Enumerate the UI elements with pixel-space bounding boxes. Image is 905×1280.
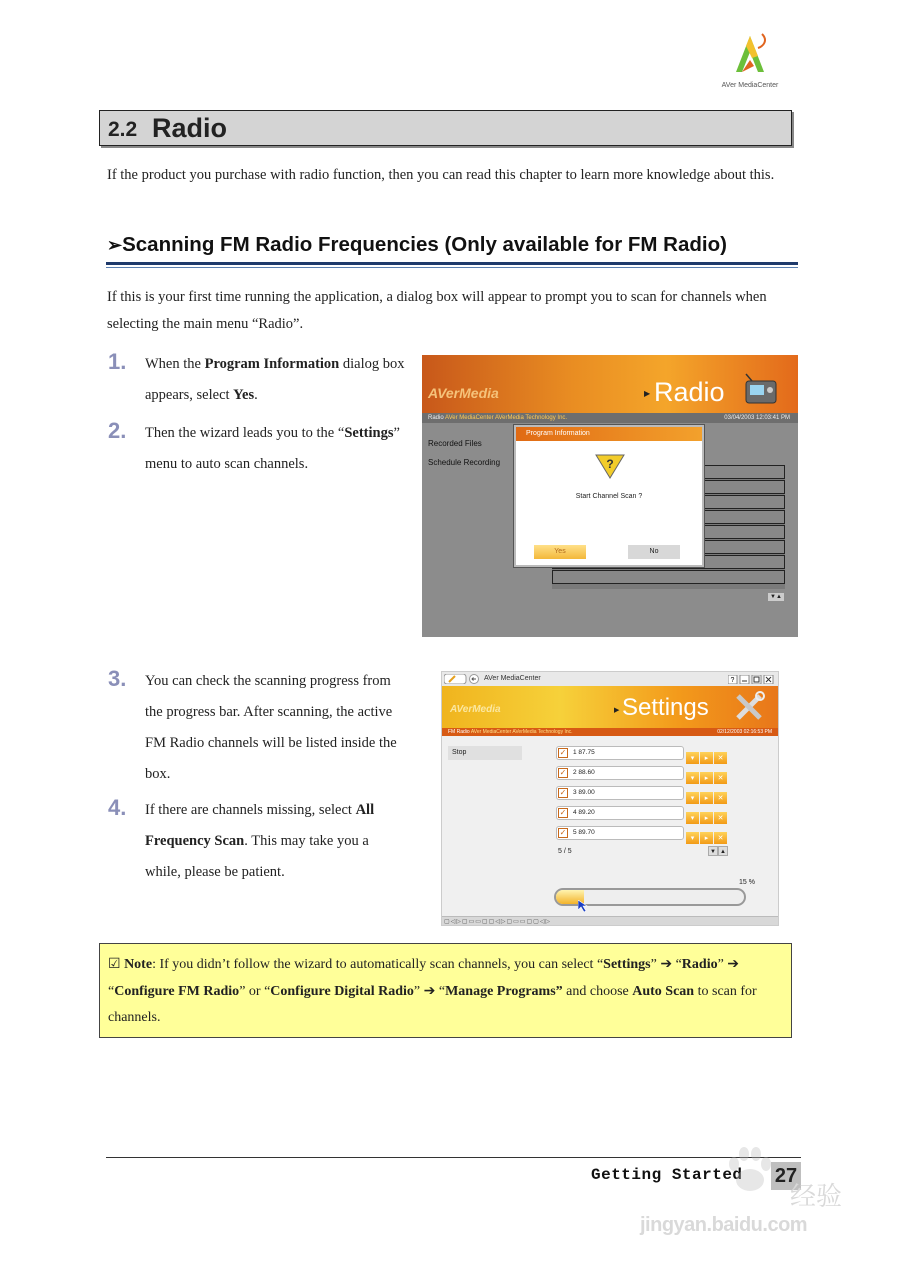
note-bold: Configure Digital Radio: [270, 983, 414, 999]
nav-buttons-icon: [444, 674, 480, 684]
heading-rule: [106, 262, 798, 265]
channel-row[interactable]: [556, 826, 684, 840]
logo-text: AVer MediaCenter: [721, 82, 779, 89]
channel-label: 3 89.00: [573, 789, 595, 796]
subsection-heading: [107, 233, 727, 257]
note-part: to scan for channels.: [108, 983, 757, 1025]
step-text-part: ” menu to auto scan channels.: [145, 425, 400, 472]
settings-screenshot: [441, 671, 779, 926]
title-arrow-icon: ▶: [614, 706, 620, 714]
step-text: [145, 349, 405, 411]
svg-text:?: ?: [730, 677, 735, 684]
step-text-bold: Program Information: [204, 356, 340, 372]
step-text-part: If there are channels missing, select: [145, 802, 356, 818]
status-bar: [442, 728, 779, 736]
heading-rule-thin: [106, 267, 798, 268]
note-bold: Auto Scan: [632, 983, 695, 999]
title-arrow-icon: ▶: [644, 389, 651, 398]
channel-row[interactable]: [556, 766, 684, 780]
window-controls-icon[interactable]: [728, 675, 778, 684]
status-date: 03/04/2003 12:03:41 PM: [724, 415, 790, 421]
subsection-title: Scanning FM Radio Frequencies (Only available for FM Radio): [122, 233, 727, 256]
dialog-message: Start Channel Scan ?: [575, 493, 643, 500]
section-title: Radio: [152, 113, 228, 143]
step-text-bold: All Frequency Scan: [145, 802, 375, 849]
status-section: Radio: [428, 415, 444, 421]
program-information-dialog: [514, 425, 704, 567]
step-text-part: dialog box appears, select: [145, 356, 405, 403]
tools-icon: [732, 690, 766, 724]
svg-text:?: ?: [606, 457, 614, 471]
logo-mark-icon: [712, 32, 788, 82]
channel-controls[interactable]: ▾ ▸ ✕: [686, 807, 730, 819]
note-box: [99, 943, 792, 1038]
note-bold: Settings: [603, 957, 651, 972]
section-header: [99, 110, 792, 146]
step-text-part: When the: [145, 356, 205, 372]
footer-chapter: Getting Started: [591, 1166, 743, 1184]
channel-label: 2 88.60: [573, 769, 595, 776]
mouse-cursor-icon: [578, 900, 588, 912]
step-number: 2.: [108, 418, 127, 443]
scroll-arrows[interactable]: ▼▲: [768, 593, 784, 601]
app-title: AVer MediaCenter: [484, 675, 541, 682]
menu-schedule-recording[interactable]: Schedule Recording: [428, 458, 501, 467]
note-bold: Radio: [681, 957, 718, 972]
channel-row[interactable]: [556, 806, 684, 820]
step-number: 4.: [108, 795, 127, 820]
step-text-part: . This may take you a while, please be patient.: [145, 833, 369, 880]
stop-button[interactable]: Stop: [448, 746, 522, 760]
checkbox-icon[interactable]: ✓: [559, 828, 567, 837]
brand-logo: AVerMedia: [428, 385, 499, 401]
baidu-paw-watermark-icon: [720, 1140, 780, 1200]
settings-banner: [442, 686, 779, 728]
status-brand: AVer MediaCenter AVerMedia Technology Inc.: [445, 415, 568, 421]
channel-count: 5 / 5: [558, 848, 572, 855]
step-number: 1.: [108, 349, 127, 374]
intro-paragraph: If the product you purchase with radio function, then you can read this chapter to learn more knowledge about this.: [107, 167, 775, 183]
radio-device-icon: [742, 373, 782, 407]
arrow-bullet-icon: ➢: [107, 235, 123, 255]
list-row: [552, 570, 785, 584]
note-part: ” ➔ “: [413, 983, 446, 999]
note-part: and choose: [562, 983, 633, 999]
checkbox-icon[interactable]: ✓: [559, 808, 567, 817]
checkbox-icon[interactable]: ✓: [559, 788, 567, 797]
bottom-toolbar[interactable]: ▢◁▷▢▭▭▢▢◁▷▢▭▭▢▢◁▷: [442, 916, 779, 926]
brand-logo: AVerMedia: [450, 704, 501, 715]
note-part: : If you didn’t follow the wizard to automatically scan channels, you can select “: [152, 957, 604, 972]
channel-label: 4 89.20: [573, 809, 595, 816]
step-text-bold: Yes: [233, 387, 255, 403]
page-arrows[interactable]: ▼ ▲: [708, 846, 730, 856]
note-part: ” ➔ “: [108, 957, 740, 999]
channel-controls[interactable]: ▾ ▸ ✕: [686, 747, 730, 759]
step-number: 3.: [108, 666, 127, 691]
channel-label: 1 87.75: [573, 749, 595, 756]
note-part: ” ➔ “: [650, 957, 682, 972]
checkbox-icon: ☑: [108, 957, 121, 972]
no-button[interactable]: No: [628, 545, 680, 559]
note-bold: Manage Programs”: [445, 983, 563, 999]
intro2-paragraph: If this is your first time running the application, a dialog box will appear to prompt you to scan for channels when selecting the main menu “Radio”.: [107, 289, 767, 332]
checkbox-icon[interactable]: ✓: [559, 748, 567, 757]
channel-row[interactable]: [556, 786, 684, 800]
note-label: Note: [124, 957, 153, 972]
question-warning-icon: [595, 453, 625, 479]
status-bar: [422, 413, 798, 423]
step-text-part: Then the wizard leads you to the “: [145, 425, 345, 441]
step-text: [145, 418, 405, 480]
settings-title: Settings: [622, 694, 709, 721]
channel-controls[interactable]: ▾ ▸ ✕: [686, 767, 730, 779]
yes-button[interactable]: Yes: [534, 545, 586, 559]
watermark-cn: 经验: [790, 1182, 843, 1212]
page-number: 27: [771, 1162, 801, 1190]
section-number: 2.2: [108, 118, 138, 141]
channel-label: 5 89.70: [573, 829, 595, 836]
status-section: FM Radio: [448, 729, 470, 735]
note-part: ” or “: [239, 983, 271, 999]
step-text-bold: Settings: [344, 425, 394, 441]
checkbox-icon[interactable]: ✓: [559, 768, 567, 777]
channel-controls[interactable]: ▾ ▸ ✕: [686, 827, 730, 839]
channel-row[interactable]: [556, 746, 684, 760]
avermedia-logo: [712, 32, 788, 94]
step-text: You can check the scanning progress from the progress bar. After scanning, the active FM Radio channels will be listed inside the box.: [145, 673, 397, 782]
footer-rule: [106, 1157, 801, 1158]
status-date: 02/12/2003 02:16:53 PM: [717, 729, 772, 735]
dialog-title: Program Information: [516, 427, 702, 441]
status-brand: AVer MediaCenter AVerMedia Technology Inc.: [470, 729, 573, 735]
window-titlebar: [442, 672, 779, 686]
channel-controls[interactable]: ▾ ▸ ✕: [686, 787, 730, 799]
radio-title: Radio: [654, 377, 725, 407]
menu-recorded-files[interactable]: Recorded Files: [428, 439, 482, 448]
radio-banner: [422, 355, 798, 413]
progress-percent: 15 %: [739, 879, 755, 886]
note-bold: Configure FM Radio: [114, 983, 240, 999]
radio-screenshot: [422, 355, 798, 637]
step-text-part: .: [254, 387, 258, 403]
step-text: [145, 795, 405, 888]
watermark-url: jingyan.baidu.com: [640, 1214, 808, 1236]
note-text: [108, 952, 783, 1032]
